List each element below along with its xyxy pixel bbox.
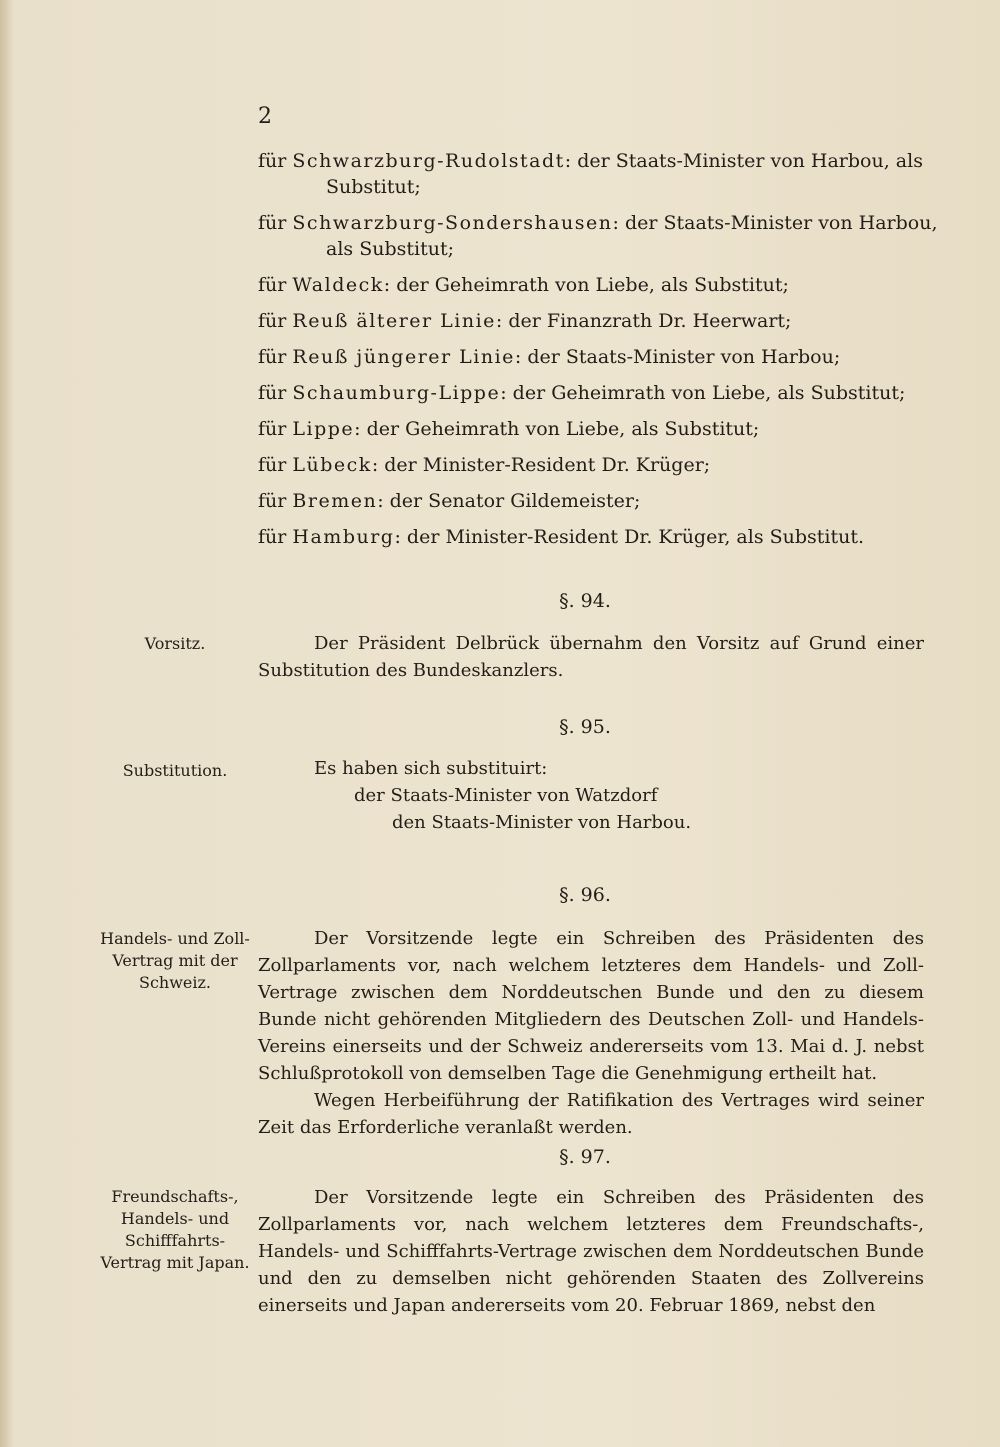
paragraph-96 — [258, 925, 924, 1141]
substitution-intro: Es haben sich substituirt: — [314, 758, 548, 779]
section-heading-96: §. 96. — [559, 884, 611, 906]
section-heading-95: §. 95. — [559, 716, 611, 738]
substitution-line-2: den Staats-Minister von Harbou. — [392, 812, 692, 833]
list-item: für Bremen: der Senator Gildemeister; — [258, 490, 641, 512]
paragraph-94: Der Präsident Delbrück übernahm den Vorsitz auf Grund einer Substitution des Bundeskanzlers. — [258, 633, 924, 681]
list-item: für Waldeck: der Geheimrath von Liebe, als Substitut; — [258, 274, 789, 296]
substitution-line-1: der Staats-Minister von Watzdorf — [354, 785, 658, 806]
list-item: für Schaumburg-Lippe: der Geheimrath von Liebe, als Substitut; — [258, 382, 906, 404]
section-heading-97: §. 97. — [559, 1146, 611, 1168]
list-item: für Lübeck: der Minister-Resident Dr. Krüger; — [258, 454, 711, 476]
margin-note-schweiz: Handels- und Zoll-Vertrag mit der Schweiz. — [100, 929, 250, 992]
margin-note-japan: Freundschafts-, Handels- und Schifffahrts-Vertrag mit Japan. — [100, 1187, 250, 1272]
page-number: 2 — [258, 104, 272, 129]
list-item: für Lippe: der Geheimrath von Liebe, als Substitut; — [258, 418, 760, 440]
section-heading-94: §. 94. — [559, 590, 611, 612]
list-item: für Reuß älterer Linie: der Finanzrath Dr. Heerwart; — [258, 310, 792, 332]
margin-note-substitution: Substitution. — [122, 761, 228, 780]
paragraph-97: Der Vorsitzende legte ein Schreiben des Präsidenten des Zollparlaments vor, nach welchem letzteres dem Freundschafts-, Handels- und Schifffahrts-Vertrage zwischen dem Norddeutschen Bunde und den zu demselben nicht gehörenden Staaten des Zollvereins einerseits und Japan andererseits vom 20. Februar 1869, nebst den — [258, 1187, 924, 1316]
list-item: für Schwarzburg-Rudolstadt: der Staats-Minister von Harbou, als Substitut; — [258, 150, 923, 198]
list-item: für Hamburg: der Minister-Resident Dr. Krüger, als Substitut. — [258, 526, 865, 548]
paragraph-96-text: Der Vorsitzende legte ein Schreiben des Präsidenten des Zollparlaments vor, nach welchem letzteres dem Handels- und Zoll-Vertrage zwischen dem Norddeutschen Bunde und den zu diesem Bunde nicht gehörenden Mitgliedern des Deutschen Zoll- und Handels-Vereins einerseits und der Schweiz andererseits vom 13. Mai d. J. nebst Schlußprotokoll von demselben Tage die Genehmigung ertheilt hat. — [258, 928, 924, 1084]
delegate-list — [258, 148, 938, 560]
paragraph-96-ratification: Wegen Herbeiführung der Ratifikation des Vertrages wird seiner Zeit das Erforderliche veranlaßt werden. — [258, 1090, 924, 1138]
list-item: für Reuß jüngerer Linie: der Staats-Minister von Harbou; — [258, 346, 841, 368]
margin-note-vorsitz: Vorsitz. — [144, 634, 206, 653]
paragraph-95 — [258, 755, 924, 836]
list-item: für Schwarzburg-Sondershausen: der Staats-Minister von Harbou, als Substitut; — [258, 212, 938, 260]
